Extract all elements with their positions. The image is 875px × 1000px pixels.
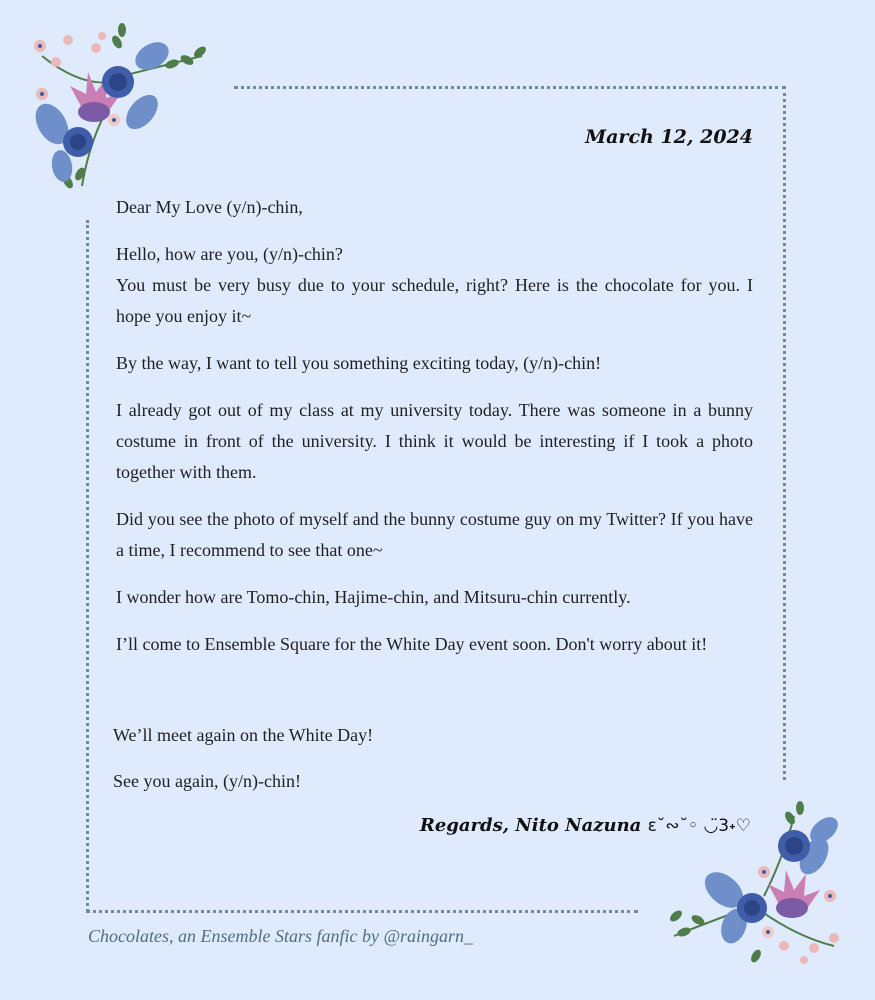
letter-closing-2: See you again, (y/n)-chin! [113,771,301,791]
frame-bottom-border [86,910,638,913]
letter-paragraph-4: Did you see the photo of myself and the bunny costume guy on my Twitter? If you have a time, I recommend to see that one~ [116,509,753,560]
signature-name: Regards, Nito Nazuna [419,815,642,836]
signature-kaomoji: ε˘∾˘◦ ◡̈3˖♡ [647,816,751,836]
letter-greeting: Dear My Love (y/n)-chin, [116,197,303,217]
letter-paragraph-5: I wonder how are Tomo-chin, Hajime-chin, and Mitsuru-chin currently. [116,587,631,607]
letter-paragraph-2: By the way, I want to tell you something exciting today, (y/n)-chin! [116,353,602,373]
letter-paragraph-6: I’ll come to Ensemble Square for the White Day event soon. Don't worry about it! [116,634,708,654]
letter-signature [420,815,751,836]
frame-right-border [783,86,786,780]
letter-paragraph-1 [116,239,753,332]
frame-top-border [234,86,786,89]
footer-credit: Chocolates, an Ensemble Stars fanfic by @raingarn_ [88,926,474,946]
letter-paragraph-1-line-2: You must be very busy due to your schedule, right? Here is the chocolate for you. I hope you enjoy it~ [116,275,753,326]
frame-left-border [86,220,89,912]
letter-paragraph-3: I already got out of my class at my university today. There was someone in a bunny costume in front of the university. I think it would be interesting if I took a photo together with them. [116,400,753,482]
letter-paragraph-1-line-1: Hello, how are you, (y/n)-chin? [116,244,343,264]
letter-closing-1: We’ll meet again on the White Day! [113,725,374,745]
letter-body [116,192,753,660]
letter-date: March 12, 2024 [585,126,753,148]
floral-corner-top-left-icon [22,16,212,198]
